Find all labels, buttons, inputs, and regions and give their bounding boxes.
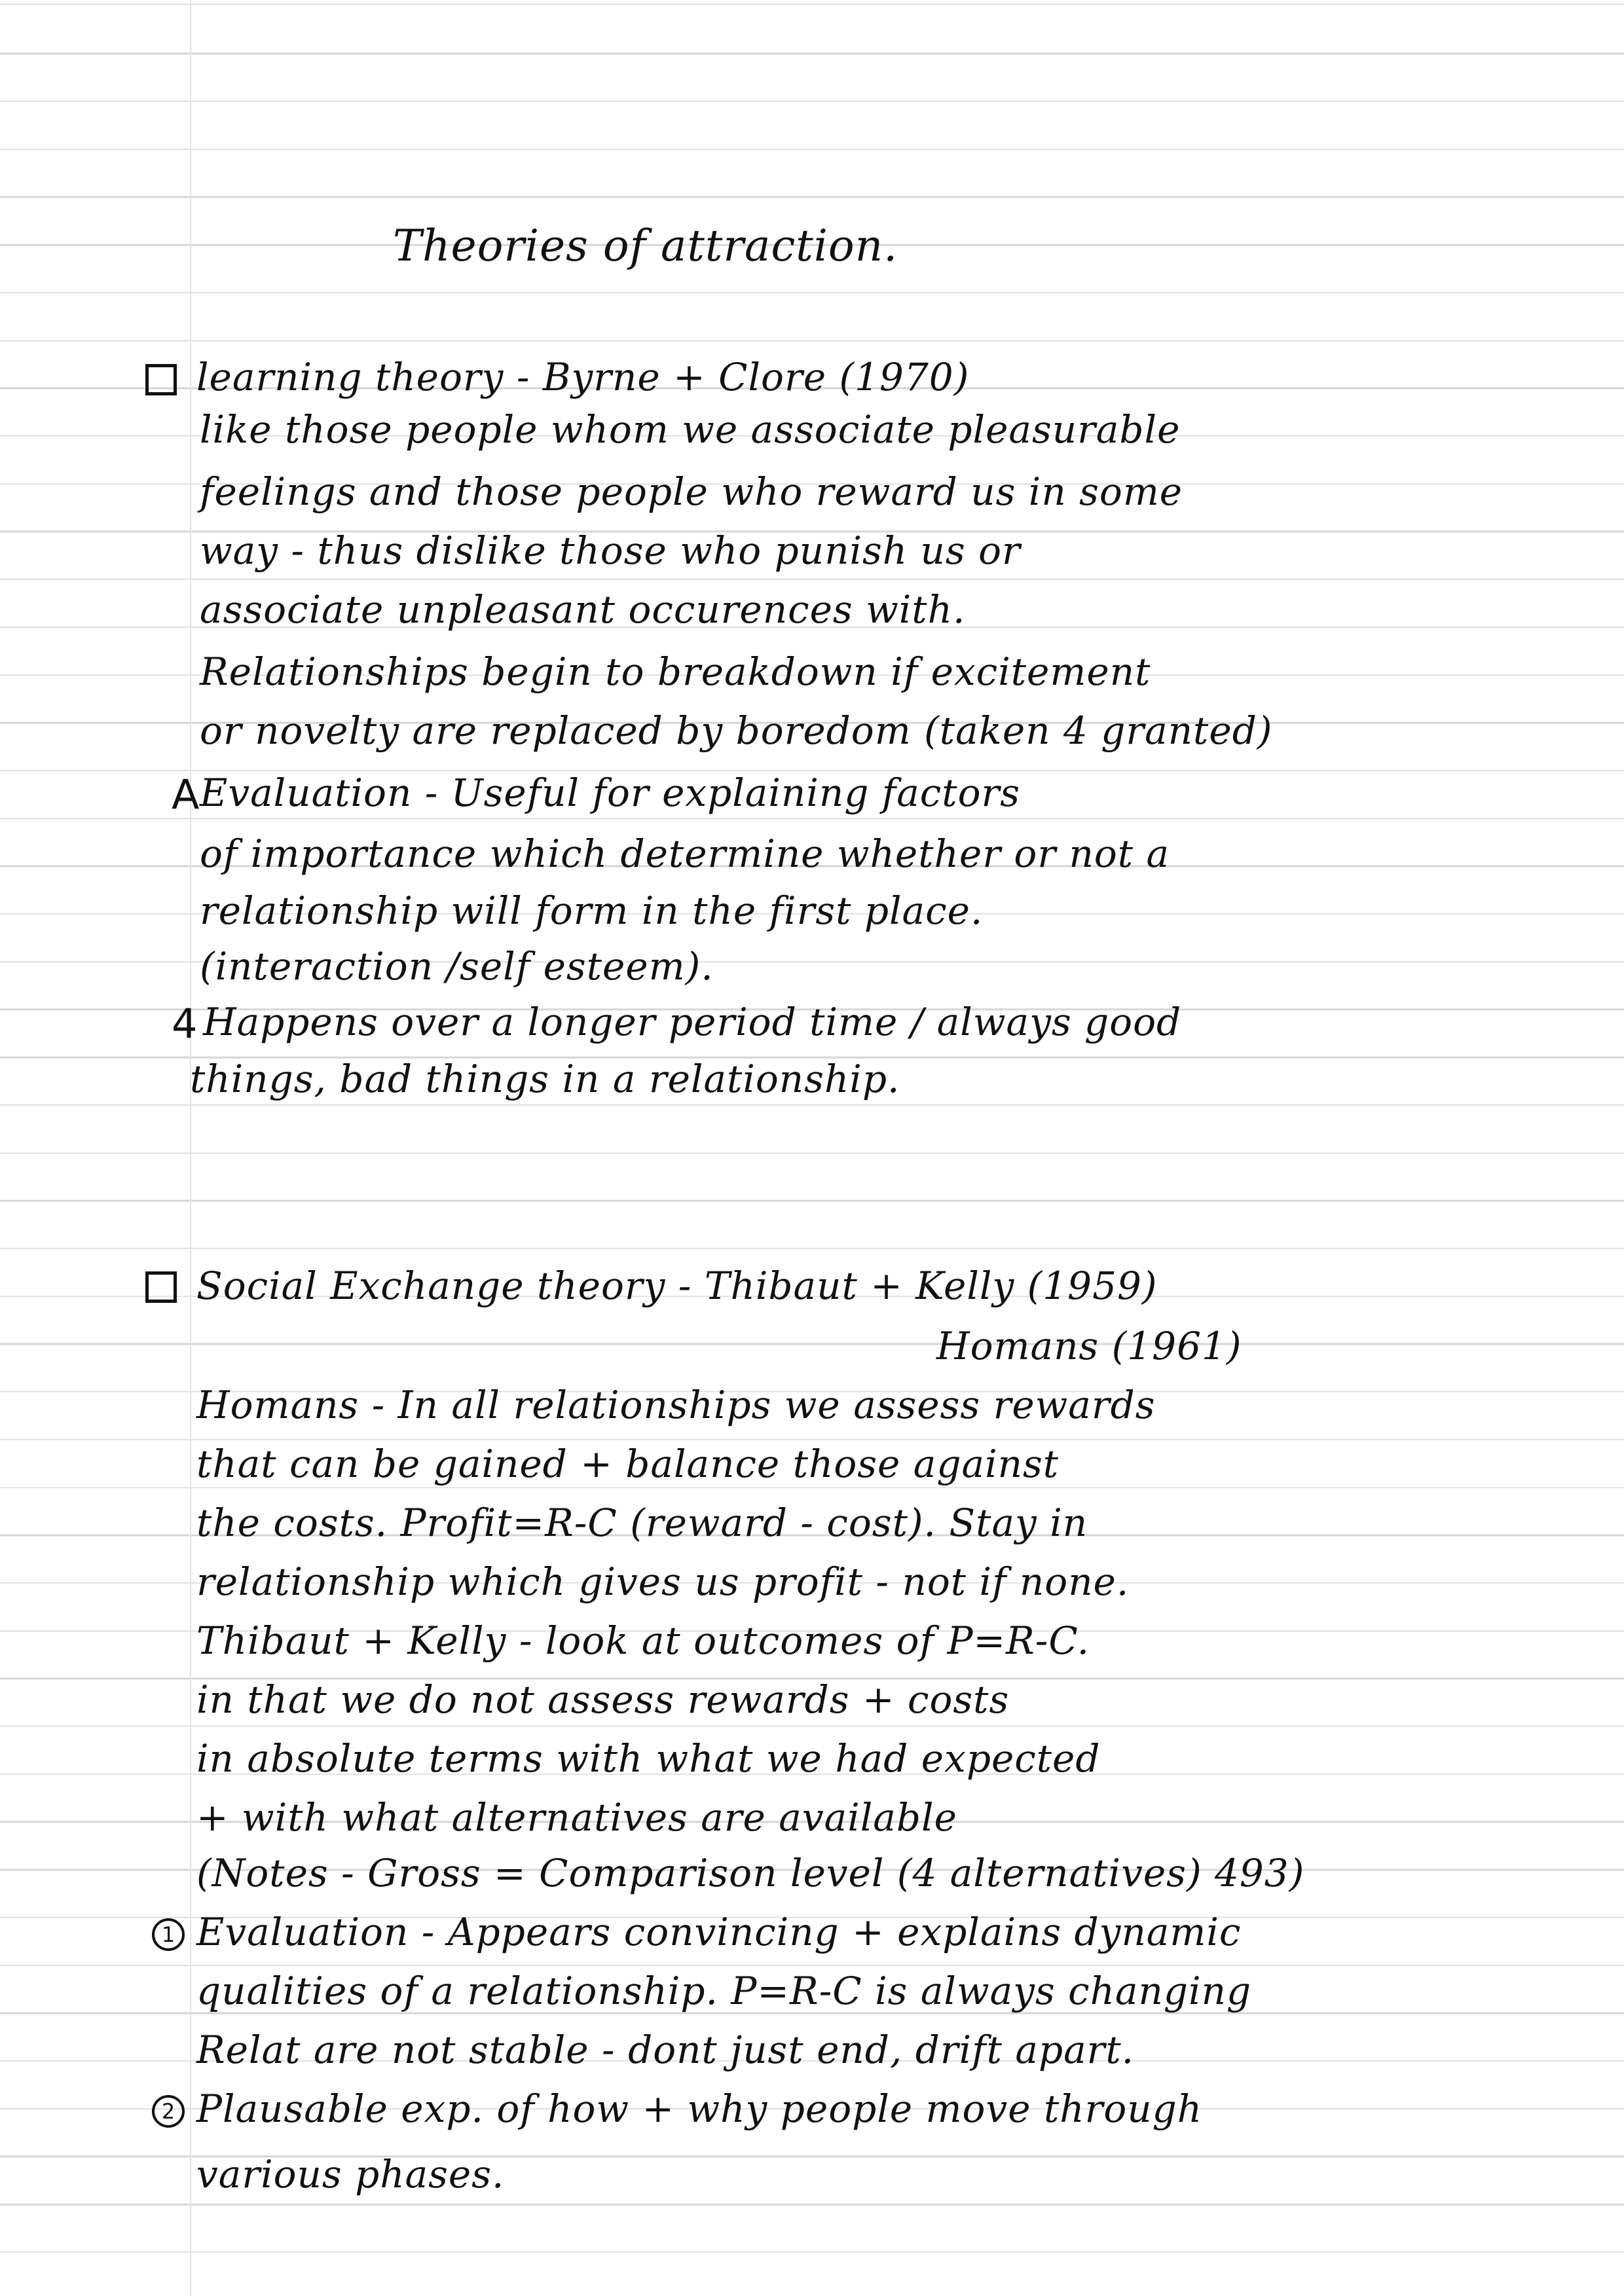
numbered-marker-1: 1	[152, 1918, 185, 1951]
section2-line: (Notes - Gross = Comparison level (4 alternatives) 493)	[196, 1851, 1305, 1895]
section1-line: way - thus dislike those who punish us or	[200, 528, 1021, 573]
evaluation-line: Evaluation - Useful for explaining factors	[200, 771, 1021, 815]
section2-line: that can be gained + balance those against	[196, 1442, 1060, 1486]
section1-heading: learning theory - Byrne + Clore (1970)	[196, 355, 970, 399]
page-title: Theories of attraction.	[393, 221, 898, 271]
section2-line: in absolute terms with what we had expected	[196, 1736, 1101, 1781]
section1-line: associate unpleasant occurences with.	[200, 587, 966, 632]
checkbox-icon	[145, 1271, 177, 1303]
section2-line: relationship which gives us profit - not if none.	[196, 1559, 1130, 1604]
evaluation-line: Relat are not stable - dont just end, drift apart.	[196, 2028, 1135, 2072]
section1-line: feelings and those people who reward us in some	[200, 469, 1183, 514]
evaluation-line: relationship will form in the first place.	[200, 888, 984, 933]
evaluation-line: various phases.	[196, 2152, 505, 2196]
section1-line: Relationships begin to breakdown if excitement	[200, 649, 1151, 694]
evaluation-line: qualities of a relationship. P=R-C is always changing	[196, 1969, 1252, 2013]
evaluation-line: Plausable exp. of how + why people move through	[196, 2086, 1203, 2131]
evaluation-marker: A	[172, 771, 200, 818]
point-marker: 4	[172, 1000, 198, 1048]
section2-line: in that we do not assess rewards + costs	[196, 1677, 1010, 1722]
evaluation-line: (interaction /self esteem).	[200, 944, 714, 989]
evaluation-line: Evaluation - Appears convincing + explains dynamic	[196, 1910, 1242, 1954]
section2-heading: Social Exchange theory - Thibaut + Kelly (1959)	[196, 1264, 1158, 1308]
evaluation-line: of importance which determine whether or not a	[200, 831, 1170, 876]
section1-line: like those people whom we associate pleasurable	[200, 407, 1181, 452]
point-line: Happens over a longer period time / always good	[203, 1000, 1182, 1044]
section2-line: + with what alternatives are available	[196, 1795, 957, 1840]
section2-line: Homans (1961)	[936, 1324, 1242, 1368]
margin-rule	[190, 0, 191, 2296]
point-line: things, bad things in a relationship.	[190, 1057, 900, 1101]
section2-line: Homans - In all relationships we assess rewards	[196, 1383, 1156, 1427]
section1-line: or novelty are replaced by boredom (taken 4 granted)	[200, 708, 1273, 753]
section2-line: the costs. Profit=R-C (reward - cost). Stay in	[196, 1501, 1088, 1545]
checkbox-icon	[145, 364, 177, 395]
numbered-marker-2: 2	[152, 2095, 185, 2128]
section2-line: Thibaut + Kelly - look at outcomes of P=R-C.	[196, 1618, 1090, 1663]
